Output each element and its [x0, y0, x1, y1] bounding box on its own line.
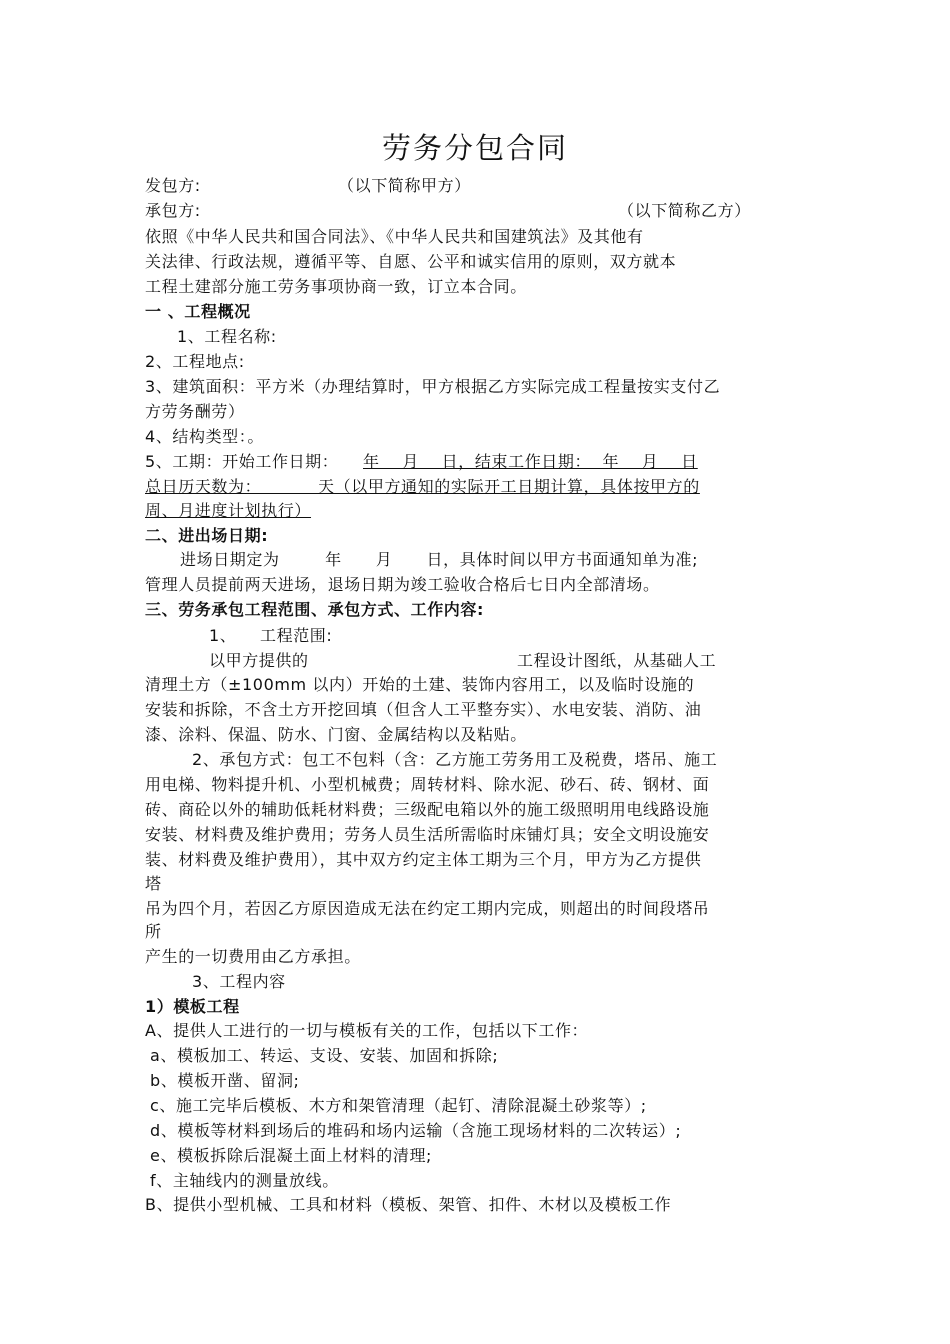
formwork-item: a、模板加工、转运、支设、安装、加固和拆除;	[150, 1046, 499, 1065]
period-label: 5、工期：开始工作日期：	[145, 452, 339, 471]
section-2-heading: 二、进出场日期:	[145, 526, 269, 545]
building-area-cont: 方劳务酬劳）	[145, 402, 245, 421]
entry-date: 进场日期定为 年 月 日，具体时间以甲方书面通知单为准;	[180, 550, 699, 569]
formwork-b-heading: B、提供小型机械、工具和材料（模板、架管、扣件、木材以及模板工作	[145, 1195, 672, 1214]
contractor-label: 承包方:	[145, 201, 201, 220]
contract-mode: 装、材料费及维护费用），其中双方约定主体工期为三个月，甲方为乙方提供	[145, 850, 702, 869]
total-days-cont: 周、月进度计划执行）	[145, 501, 312, 520]
scope-number: 1、	[209, 626, 237, 645]
contract-mode: 砖、商砼以外的辅助低耗材料费；三级配电箱以外的施工级照明用电线路设施	[145, 800, 710, 819]
intro-line: 依照《中华人民共和国合同法》、《中华人民共和国建筑法》及其他有	[145, 227, 644, 246]
scope-text: 安装和拆除，不含土方开挖回填（但含人工平整夯实）、水电安装、消防、油	[145, 700, 702, 719]
contract-mode: 塔	[145, 874, 162, 893]
intro-line: 工程土建部分施工劳务事项协商一致，订立本合同。	[145, 277, 527, 296]
contract-mode: 吊为四个月，若因乙方原因造成无法在约定工期内完成，则超出的时间段塔吊	[145, 899, 710, 918]
formwork-a-heading: A、提供人工进行的一切与模板有关的工作，包括以下工作：	[145, 1021, 589, 1040]
contract-mode: 2、承包方式：包工不包料（含：乙方施工劳务用工及税费，塔吊、施工	[192, 750, 718, 769]
formwork-item: f、主轴线内的测量放线。	[150, 1171, 339, 1190]
employer-label: 发包方:	[145, 176, 201, 195]
intro-line: 关法律、行政法规，遵循平等、自愿、公平和诚实信用的原则，双方就本	[145, 252, 677, 271]
section-1-heading: 一 、工程概况	[145, 302, 251, 321]
formwork-item: b、模板开凿、留洞;	[150, 1071, 300, 1090]
structure-type: 4、结构类型：。	[145, 427, 264, 446]
contract-mode: 产生的一切费用由乙方承担。	[145, 947, 361, 966]
formwork-item: e、模板拆除后混凝土面上材料的清理;	[150, 1146, 433, 1165]
building-area: 3、建筑面积：平方米（办理结算时，甲方根据乙方实际完成工程量按实支付乙	[145, 377, 721, 396]
formwork-heading: 1）模板工程	[145, 997, 240, 1016]
page-title: 劳务分包合同	[381, 131, 568, 165]
work-content: 3、工程内容	[192, 972, 286, 991]
scope-text: 工程设计图纸，从基础人工	[517, 651, 717, 670]
scope-text: 清理土方（±100mm 以内）开始的土建、装饰内容用工，以及临时设施的	[145, 675, 695, 694]
total-days: 总日历天数为： 天（以甲方通知的实际开工日期计算，具体按甲方的	[145, 477, 700, 496]
scope-text: 以甲方提供的	[209, 651, 309, 670]
contract-mode: 所	[145, 922, 162, 941]
formwork-item: d、模板等材料到场后的堆码和场内运输（含施工现场材料的二次转运）;	[150, 1121, 682, 1140]
scope-text: 漆、涂料、保温、防水、门窗、金属结构以及粘贴。	[145, 725, 527, 744]
section-3-heading: 三、劳务承包工程范围、承包方式、工作内容:	[145, 600, 484, 619]
project-name: 1、工程名称:	[177, 327, 277, 346]
exit-date: 管理人员提前两天进场，退场日期为竣工验收合格后七日内全部清场。	[145, 575, 660, 594]
contractor-alias: （以下简称乙方）	[618, 201, 751, 220]
contract-mode: 安装、材料费及维护费用；劳务人员生活所需临时床铺灯具；安全文明设施安	[145, 825, 710, 844]
scope-label: 工程范围:	[260, 626, 333, 645]
formwork-item: c、施工完毕后模板、木方和架管清理（起钉、清除混凝土砂浆等）;	[150, 1096, 647, 1115]
employer-alias: （以下简称甲方）	[338, 176, 471, 195]
period-dates: 年 月 日，结束工作日期： 年 月 日	[363, 452, 698, 471]
project-location: 2、工程地点:	[145, 352, 245, 371]
contract-mode: 用电梯、物料提升机、小型机械费；周转材料、除水泥、砂石、砖、钢材、面	[145, 775, 710, 794]
